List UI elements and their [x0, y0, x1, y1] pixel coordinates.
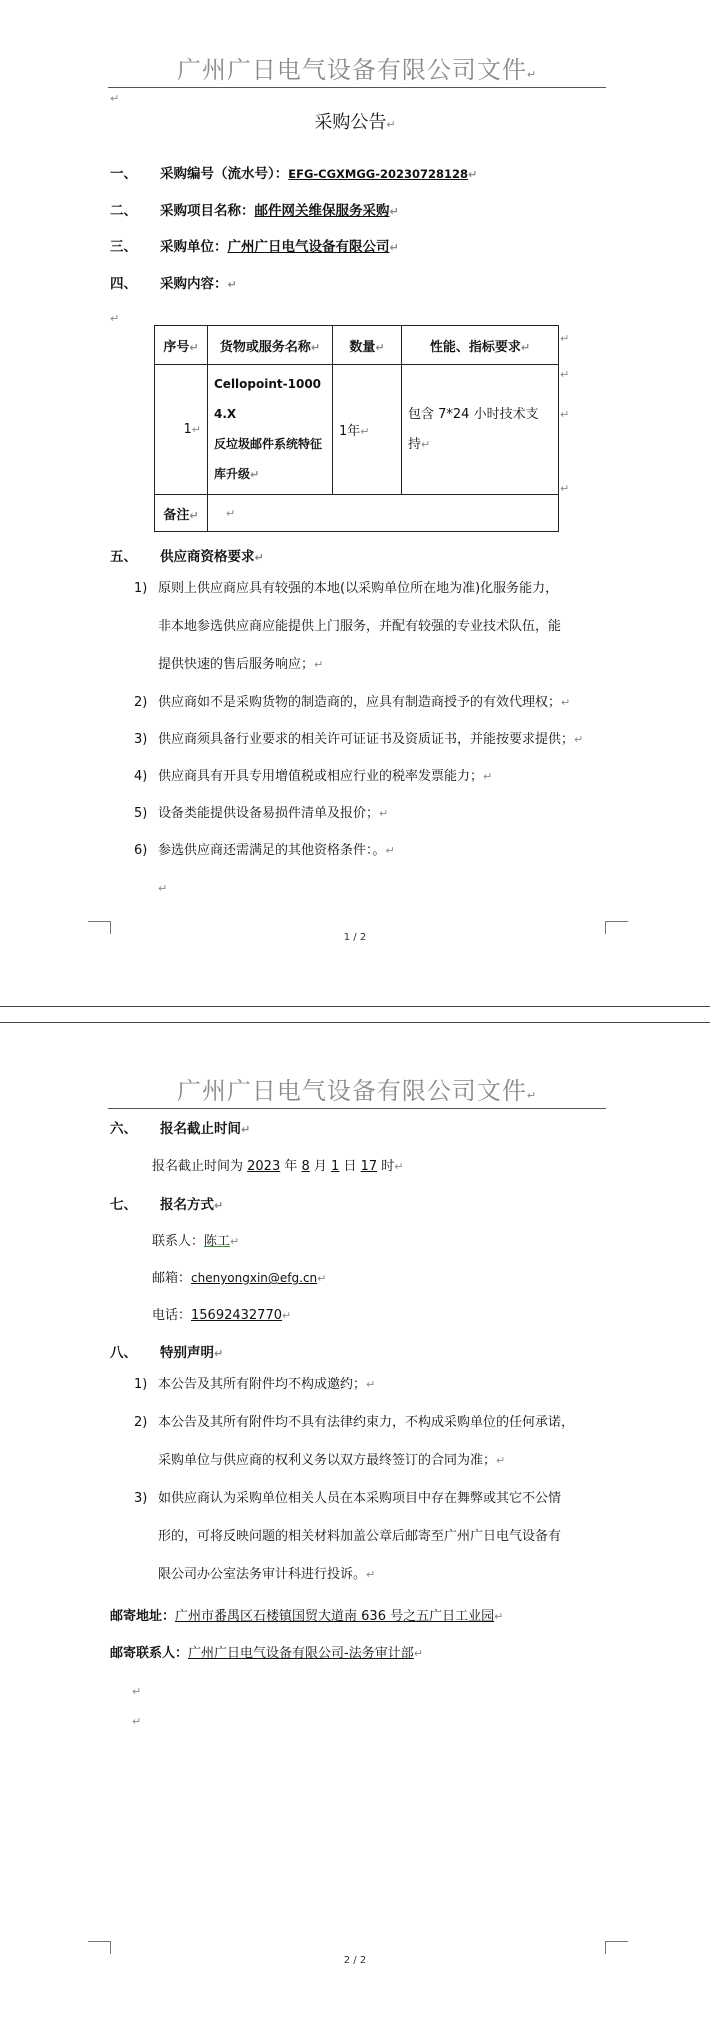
table-cell-index: 1↵ [155, 365, 208, 495]
table-header-cell: 性能、指标要求↵ [402, 326, 559, 365]
table-cell-requirements: 包含 7*24 小时技术支 持↵ [402, 365, 559, 495]
contact-person: 联系人：陈工↵ [152, 1234, 240, 1249]
table-cell-quantity: 1年↵ [333, 365, 402, 495]
section-deadline: 六、 报名截止时间↵ [110, 1121, 251, 1137]
table-remark-label: 备注↵ [155, 495, 208, 532]
page-number: 2 / 2 [343, 1955, 367, 1966]
table-header-row [155, 326, 559, 365]
list-item: 1) 原则上供应商应具有较强的本地(以采购单位所在地为准)化服务能力， 非本地参选供应商应能提供上门服务，并配有较强的专业技术队伍，能 提供快速的售后服务响应；↵ [134, 581, 562, 672]
section-registration-method: 七、 报名方式↵ [110, 1197, 224, 1213]
section-procurement-unit: 三、 采购单位：广州广日电气设备有限公司↵ [110, 239, 399, 255]
table-header-cell: 序号↵ [155, 326, 208, 365]
header-title: 广州广日电气设备有限公司文件 [176, 56, 527, 84]
list-item: 6) 参选供应商还需满足的其他资格条件：。↵ [134, 843, 395, 858]
page-corner-mark [88, 1941, 111, 1954]
list-item: 3) 如供应商认为采购单位相关人员在本采购项目中存在舞弊或其它不公情 形的，可将反映问题的相关材料加盖公章后邮寄至广州广日电气设备有 限公司办公室法务审计科进行投诉。↵ [134, 1491, 562, 1582]
table-remark-value: ↵ [208, 495, 559, 532]
section-special-statement: 八、 特别声明↵ [110, 1345, 224, 1361]
section-supplier-qualifications: 五、 供应商资格要求↵ [110, 549, 264, 565]
email-link[interactable]: chenyongxin@efg.cn [191, 1271, 318, 1285]
page-header: 广州广日电气设备有限公司文件↵ [108, 50, 606, 88]
deadline-text: 报名截止时间为 2023 年 8 月 1 日 17 时↵ [152, 1159, 404, 1174]
list-item: 5) 设备类能提供设备易损件清单及报价；↵ [134, 806, 389, 821]
section-procurement-content: 四、 采购内容：↵ [110, 276, 237, 292]
document-page-2: 广州广日电气设备有限公司文件↵ 六、 报名截止时间↵ 报名截止时间为 2023 年 8 月 1 日 17 时↵ 七、 报名方式↵ 联系人：陈工↵ 邮箱：chenyongxin@efg.cn↵ 电话：15692432770↵ 八、 特别声明↵ 1) 本公告及其所有附件均不构成邀约；↵ 2) 本公告及其所有附件均不具有法律约束力，不构成采购单位的任何承诺， 采购单位与供应商的权利义务以双方最终签订的合同为准；↵ 3) 如供应商认为采购单位相关人员在本采购项目中存在舞弊或其它不公情 形的，可将反映问题的相关材料加盖公章后邮寄至广州广日电气设备有 限公司办公室法务审计科进行投诉。↵ 邮寄地址：广州市番禺区石楼镇国贸大道南 636 号之五广日工业园↵ 邮寄联系人：广州广日电气设备有限公司-法务审计部↵ ↵ ↵ 2 / 2 [0, 1022, 710, 2024]
contact-phone: 电话：15692432770↵ [152, 1308, 292, 1323]
document-title: 采购公告↵ [314, 112, 396, 133]
table-remark-row [155, 495, 559, 532]
table-row [155, 365, 559, 495]
contact-email: 邮箱：chenyongxin@efg.cn↵ [152, 1271, 327, 1286]
table-header-cell: 货物或服务名称↵ [208, 326, 333, 365]
page-number: 1 / 2 [343, 932, 367, 943]
table-header-cell: 数量↵ [333, 326, 402, 365]
page-header: 广州广日电气设备有限公司文件↵ [108, 1071, 606, 1109]
procurement-table [154, 325, 559, 532]
table-cell-name: Cellopoint-1000 4.X 反垃圾邮件系统特征 库升级↵ [208, 365, 333, 495]
section-project-name: 二、 采购项目名称：邮件网关维保服务采购↵ [110, 203, 399, 219]
section-procurement-number: 一、 采购编号（流水号）：EFG-CGXMGG-20230728128↵ [110, 166, 478, 182]
list-item: 4) 供应商具有开具专用增值税或相应行业的税率发票能力；↵ [134, 769, 493, 784]
mailing-address: 邮寄地址：广州市番禺区石楼镇国贸大道南 636 号之五广日工业园↵ [110, 1609, 504, 1624]
document-page-1: 广州广日电气设备有限公司文件↵ ↵ 采购公告↵ 一、 采购编号（流水号）：EFG-CGXMGG-20230728128↵ 二、 采购项目名称：邮件网关维保服务采购↵ 三、 采购单位：广州广日电气设备有限公司↵ 四、 采购内容：↵ ↵ 序号↵ 货物或服务名称↵ 数量↵ 性能、指标要求↵ 1↵ Cellopoint-1000 4.X 反垃圾邮件系统特征 库升级↵ 1年↵ 包含 7*24 小时技术支 持↵ 备注↵ ↵ ↵ ↵ ↵ ↵ 五、 供应商资格要求↵ 1) 原则上供应商应具有较强的本地(以采购单位所在地为准)化服务能力， 非本地参选供应商应能提供上门服务，并配有较强的专业技术队伍，能 提供快速的售后服务响应；↵ 2) 供应商如不是采购货物的制造商的，应具有制造商授予的有效代理权；↵ 3) 供应商须具备行业要求的相关许可证证书及资质证书，并能按要求提供；↵ 4) 供应商具有开具专用增值税或相应行业的税率发票能力；↵ 5) 设备类能提供设备易损件清单及报价；↵ 6) 参选供应商还需满足的其他资格条件：。↵ ↵ 1 / 2 [0, 0, 710, 1007]
mailing-contact: 邮寄联系人：广州广日电气设备有限公司-法务审计部↵ [110, 1646, 423, 1661]
list-item: 3) 供应商须具备行业要求的相关许可证证书及资质证书，并能按要求提供；↵ [134, 732, 584, 747]
page-corner-mark [605, 1941, 628, 1954]
list-item: 1) 本公告及其所有附件均不构成邀约；↵ [134, 1377, 376, 1392]
page-gap [0, 1007, 710, 1021]
list-item: 2) 本公告及其所有附件均不具有法律约束力，不构成采购单位的任何承诺， 采购单位与供应商的权利义务以双方最终签订的合同为准；↵ [134, 1415, 575, 1468]
list-item: 2) 供应商如不是采购货物的制造商的，应具有制造商授予的有效代理权；↵ [134, 695, 571, 710]
header-title: 广州广日电气设备有限公司文件 [176, 1077, 527, 1105]
